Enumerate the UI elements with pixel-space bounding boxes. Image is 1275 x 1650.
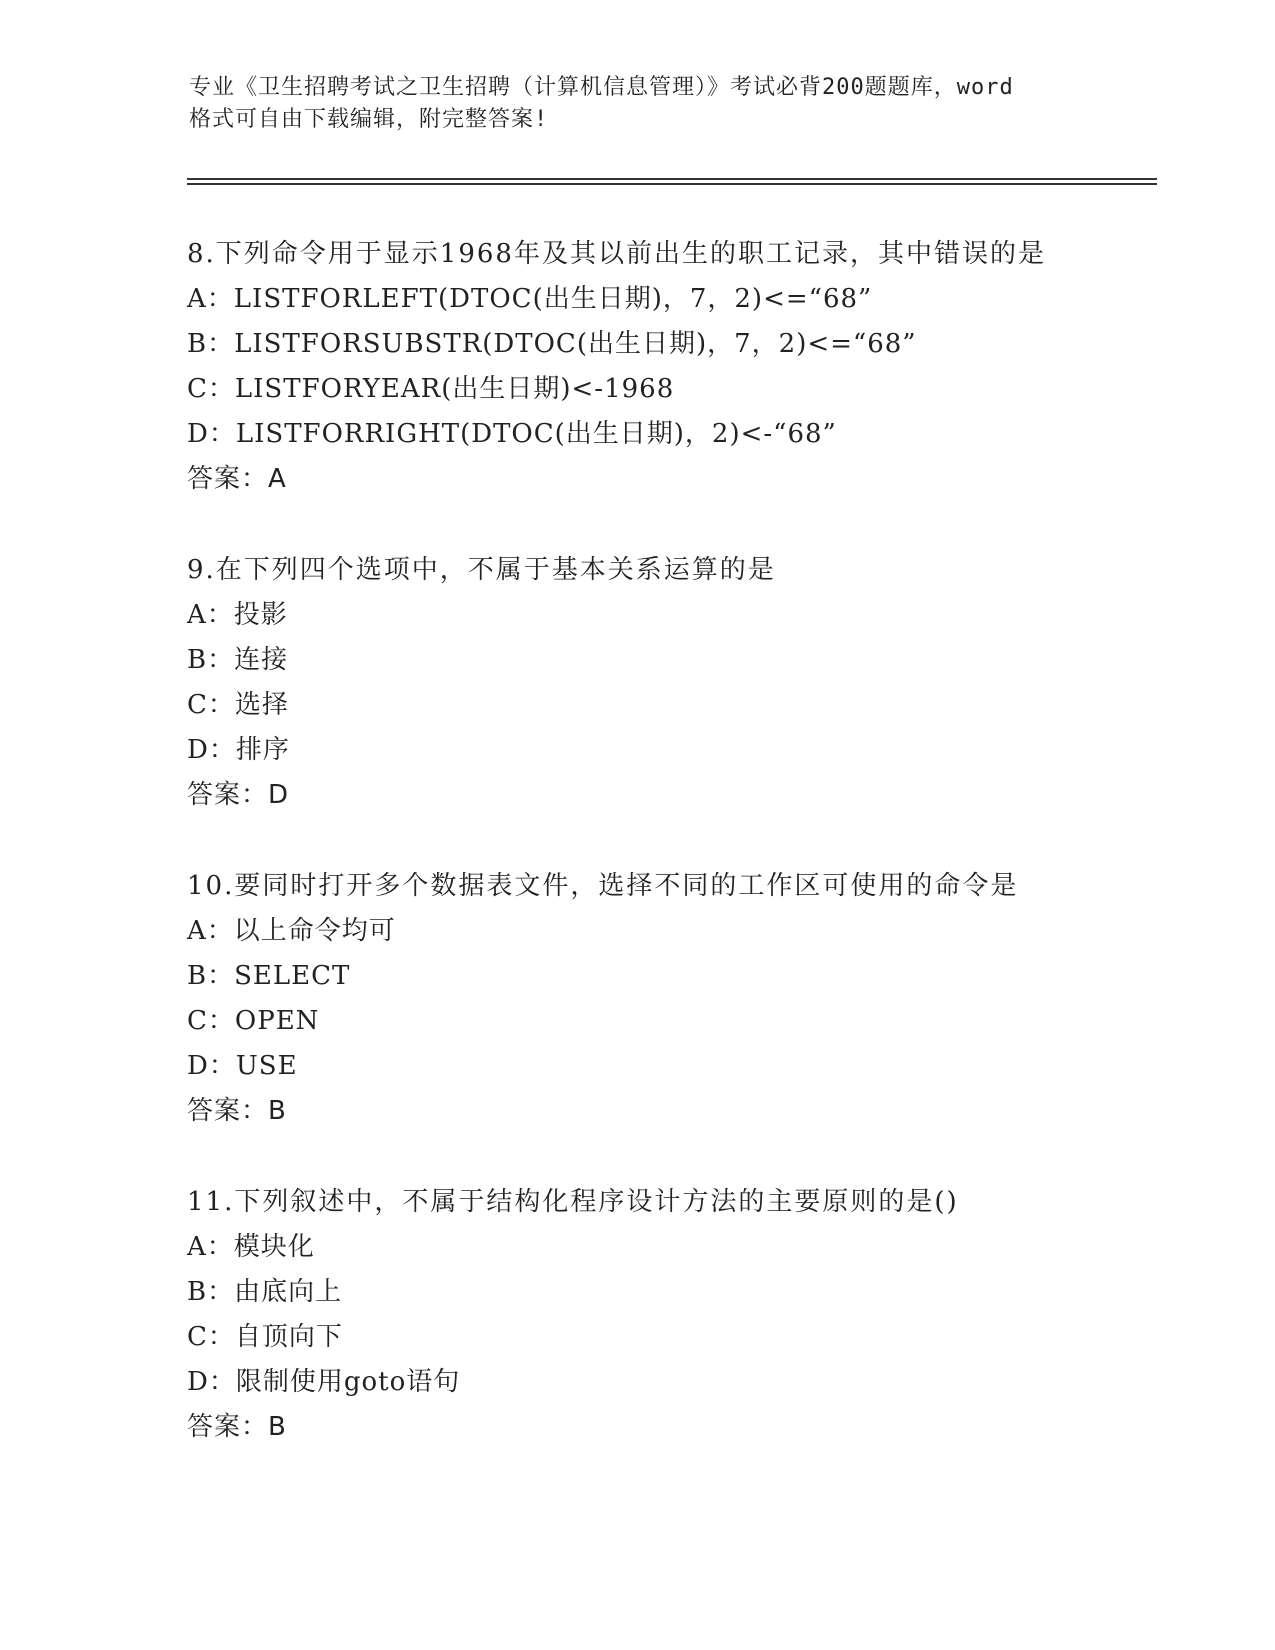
option-d: D：USE — [187, 1051, 298, 1081]
option-c: C：LISTFORYEAR(出生日期)<-1968 — [187, 374, 675, 404]
question-8 — [187, 232, 1187, 502]
option-a: A：投影 — [187, 600, 288, 630]
option-a: A：以上命令均可 — [187, 916, 396, 946]
question-text: 11.下列叙述中，不属于结构化程序设计方法的主要原则的是() — [187, 1187, 959, 1217]
question-10 — [187, 864, 1187, 1134]
answer: 答案：A — [187, 464, 287, 494]
option-b: B：SELECT — [187, 961, 351, 991]
option-c: C：自顶向下 — [187, 1322, 343, 1352]
option-a: A：LISTFORLEFT(DTOC(出生日期)，7，2)<=“68” — [187, 284, 873, 314]
header-line-1: 专业《卫生招聘考试之卫生招聘（计算机信息管理）》考试必背200题题库，word — [189, 75, 1014, 100]
option-d: D：LISTFORRIGHT(DTOC(出生日期)，2)<-“68” — [187, 419, 837, 449]
option-b: B：LISTFORSUBSTR(DTOC(出生日期)，7，2)<=“68” — [187, 329, 917, 359]
question-11 — [187, 1180, 1187, 1450]
answer: 答案：B — [187, 1412, 287, 1442]
header-divider-top — [187, 178, 1157, 180]
question-text: 10.要同时打开多个数据表文件，选择不同的工作区可使用的命令是 — [187, 871, 1019, 901]
option-a: A：模块化 — [187, 1232, 315, 1262]
option-d: D：排序 — [187, 735, 290, 765]
header-line-2: 格式可自由下载编辑，附完整答案! — [189, 107, 549, 132]
question-9 — [187, 548, 1187, 818]
option-c: C：选择 — [187, 690, 289, 720]
answer: 答案：B — [187, 1096, 287, 1126]
document-header — [189, 72, 1089, 136]
option-b: B：连接 — [187, 645, 289, 675]
answer: 答案：D — [187, 780, 290, 810]
option-c: C：OPEN — [187, 1006, 320, 1036]
option-d: D：限制使用goto语句 — [187, 1367, 461, 1397]
question-text: 9.在下列四个选项中，不属于基本关系运算的是 — [187, 555, 776, 585]
question-text: 8.下列命令用于显示1968年及其以前出生的职工记录，其中错误的是 — [187, 239, 1046, 269]
header-divider-bottom — [187, 183, 1157, 185]
option-b: B：由底向上 — [187, 1277, 343, 1307]
